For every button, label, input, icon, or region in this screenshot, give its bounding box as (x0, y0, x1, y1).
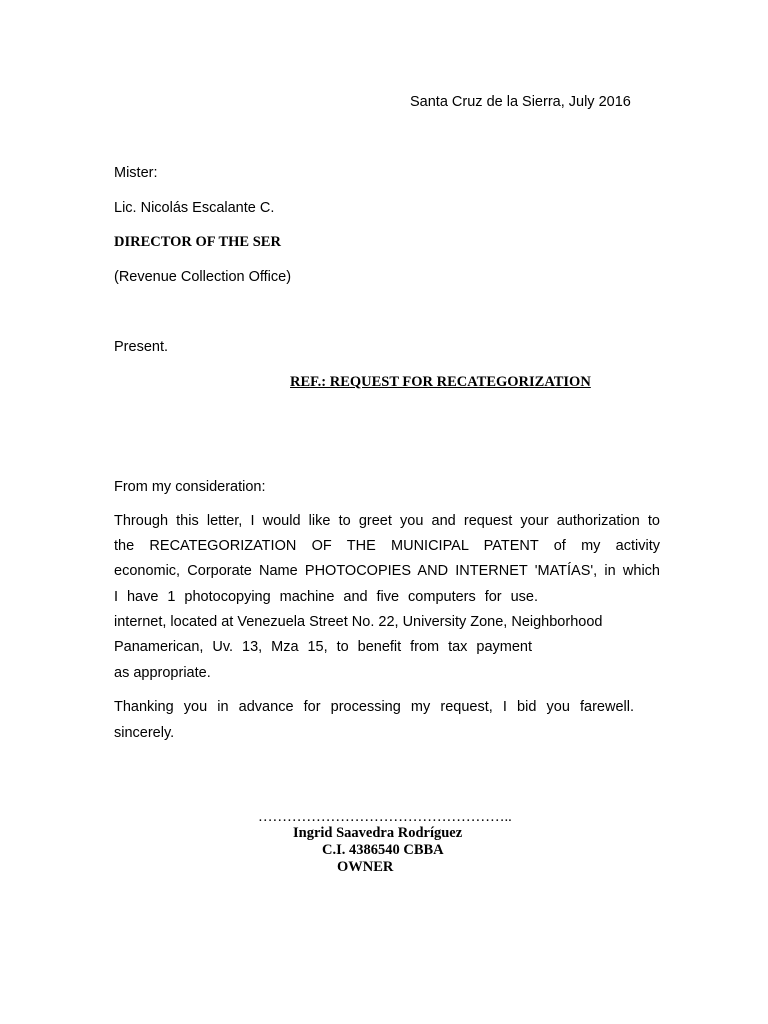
body-line: as appropriate. (114, 665, 211, 681)
signature-dots: …………………………………………….. (258, 809, 512, 825)
closing-line: Thanking you in advance for processing my request, I bid you farewell. (114, 699, 634, 715)
reference-line: REF.: REQUEST FOR RECATEGORIZATION (290, 374, 591, 390)
body-line: internet, located at Venezuela Street No. 22, University Zone, Neighborhood (114, 614, 603, 630)
body-line: Panamerican, Uv. 13, Mza 15, to benefit from tax payment (114, 639, 532, 655)
signature-title: OWNER (337, 859, 394, 875)
salutation-title: Mister: (114, 165, 158, 181)
signature-id: C.I. 4386540 CBBA (322, 842, 444, 858)
body-line: I have 1 photocopying machine and five computers for use. (114, 589, 538, 605)
recipient-name: Lic. Nicolás Escalante C. (114, 200, 275, 216)
recipient-role: DIRECTOR OF THE SER (114, 234, 281, 250)
place-date: Santa Cruz de la Sierra, July 2016 (410, 94, 631, 110)
present-line: Present. (114, 339, 168, 355)
signature-name: Ingrid Saavedra Rodríguez (293, 825, 463, 841)
closing-line: sincerely. (114, 725, 175, 741)
body-line: the RECATEGORIZATION OF THE MUNICIPAL PATENT of my activity (114, 538, 660, 554)
opening-line: From my consideration: (114, 479, 266, 495)
recipient-office: (Revenue Collection Office) (114, 269, 292, 285)
body-line: Through this letter, I would like to greet you and request your authorization to (114, 513, 660, 529)
body-line: economic, Corporate Name PHOTOCOPIES AND INTERNET 'MATÍAS', in which (114, 563, 660, 579)
